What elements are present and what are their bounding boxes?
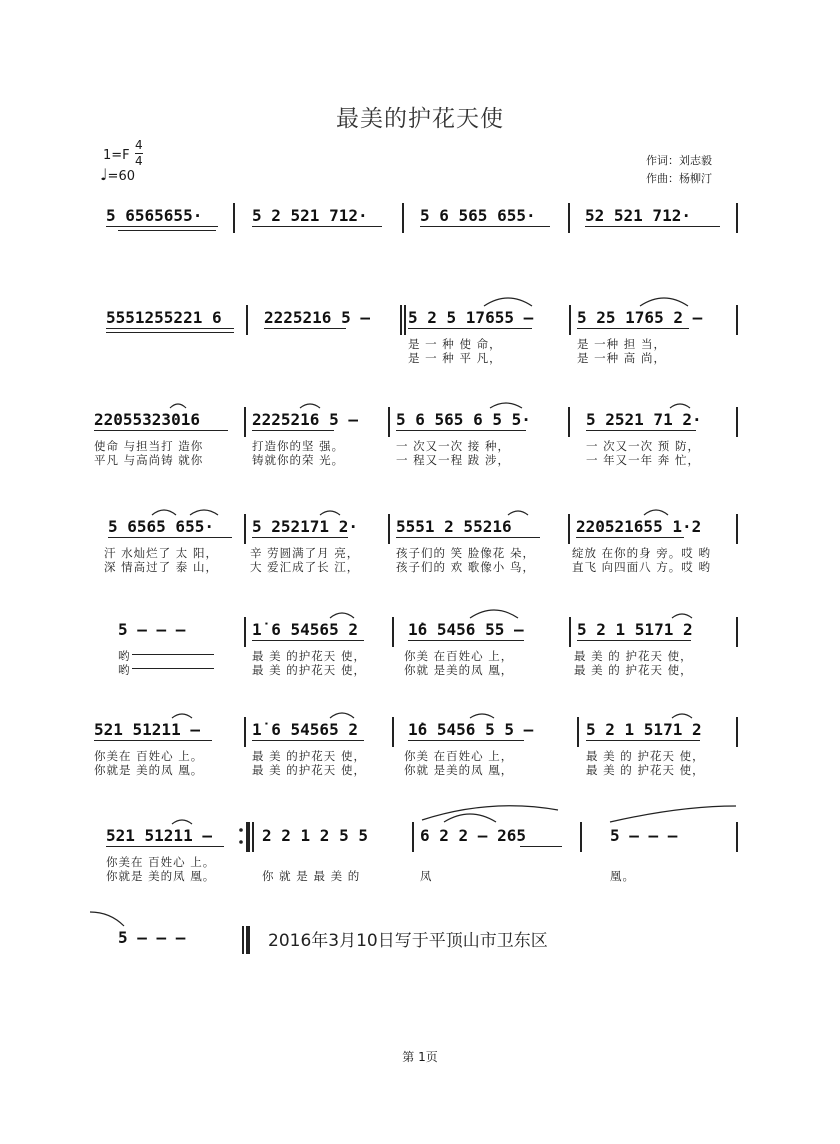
measure: 2225216 5 – xyxy=(264,308,370,327)
slur xyxy=(330,613,354,618)
lyric-line-2: 大 爱汇成了长 江， xyxy=(250,560,360,574)
lyric-line-1: 你美 在百姓心 上， xyxy=(404,649,514,663)
lyric-line-1: 你美 在百姓心 上， xyxy=(404,749,514,763)
lyric-line-2: 平凡 与高尚铸 就你 xyxy=(94,453,204,467)
song-title: 最美的护花天使 xyxy=(336,106,504,132)
measure: 6 2 2 – 265 xyxy=(420,826,526,845)
slur xyxy=(330,713,354,718)
lyric-line-2: 你就 是美的凤 凰， xyxy=(404,663,514,677)
lyric-line-1: 是 一种 担 当， xyxy=(577,337,666,351)
measure: 521 51211 – xyxy=(94,720,200,739)
tie xyxy=(172,820,192,824)
lyric-line-1: 是 一 种 使 命， xyxy=(408,337,502,351)
measure: 1̇6 5456 55 – xyxy=(408,620,524,639)
lyric-line-1: 最 美 的护花天 使， xyxy=(252,749,366,763)
page-number: 第 1页 xyxy=(402,1050,438,1064)
time-signature-bottom: 4 xyxy=(135,154,143,168)
lyric-line-1: 你美在 百姓心 上。 xyxy=(94,749,204,763)
measure: 5 – – – xyxy=(118,620,186,639)
measure: 5 2 1 5171 2 xyxy=(586,720,702,739)
measure: 2225216 5 – xyxy=(252,410,358,429)
tie xyxy=(508,511,528,515)
lyric-line-2: 最 美 的 护花天 使， xyxy=(574,663,693,677)
tie xyxy=(444,814,496,822)
measure: 5551 2 55216 xyxy=(396,517,512,536)
slur xyxy=(644,510,668,515)
measure: 1̇ 6 54565 2 xyxy=(252,620,358,639)
lyric-line-2: 深 情高过了 泰 山， xyxy=(104,560,218,574)
slur xyxy=(640,298,688,306)
lyric-line-2: 凤 xyxy=(420,869,433,883)
slur xyxy=(490,403,522,408)
lyric-line-1: 孩子们的 笑 脸像花 朵， xyxy=(396,546,535,560)
measure: 5 6565655· xyxy=(106,206,203,225)
lyric-line-2: 最 美 的护花天 使， xyxy=(252,763,366,777)
lyric-line-1: 一 次又一次 接 种， xyxy=(396,439,510,453)
lyric-line-2: 一 年又一年 奔 忙， xyxy=(586,453,700,467)
quarter-note-icon: ♩ xyxy=(100,165,108,184)
lyric-line-2: 你 就 是 最 美 的 xyxy=(262,869,361,883)
tie xyxy=(172,714,192,718)
tie xyxy=(320,511,340,515)
tie xyxy=(672,714,692,718)
lyric-line-1: 最 美 的 护花天 使， xyxy=(586,749,705,763)
tie xyxy=(670,404,690,408)
measure: 5 2521 71 2· xyxy=(586,410,702,429)
measure: 1̇ 6 54565 2 xyxy=(252,720,358,739)
measure: 1̇6 5456 5 5 – xyxy=(408,720,534,739)
repeat-dot xyxy=(239,840,243,844)
measure: 5 252171 2· xyxy=(252,517,358,536)
lyric-line-2: 孩子们的 欢 歌像小 鸟， xyxy=(396,560,535,574)
tie xyxy=(672,614,692,618)
tie xyxy=(470,714,494,718)
measure: 5 2 521 712· xyxy=(252,206,368,225)
time-signature-top: 4 xyxy=(135,138,143,152)
tempo-value: =60 xyxy=(107,169,135,184)
lyric-line-2: 一 程又一程 跋 涉， xyxy=(396,453,510,467)
lyric-line-1: 辛 劳圆满了月 亮， xyxy=(250,546,360,560)
lyric-line-2: 最 美 的护花天 使， xyxy=(252,663,366,677)
lyric-line-1: 最 美 的 护花天 使， xyxy=(574,649,693,663)
tie xyxy=(170,404,186,408)
repeat-dot xyxy=(239,828,243,832)
measure: 52 521 712· xyxy=(585,206,691,225)
lyric-line-1: 打造你的坚 强。 xyxy=(252,439,345,453)
lyric-line-2: 直飞 向四面八 方。哎 哟 xyxy=(572,560,711,574)
measure: 5 – – – xyxy=(118,928,186,947)
lyric-line-1: 哟 xyxy=(118,649,131,663)
composition-date-note: 2016年3月10日写于平顶山市卫东区 xyxy=(268,931,548,951)
measure: 5551255221 6 xyxy=(106,308,222,327)
lyric-line-2: 你就是 美的凤 凰。 xyxy=(106,869,216,883)
lyric-line-2: 铸就你的荣 光。 xyxy=(252,453,345,467)
lyric-line-1: 你美在 百姓心 上。 xyxy=(106,855,216,869)
slur xyxy=(152,510,176,515)
lyric-line-1: 绽放 在你的身 旁。哎 哟 xyxy=(572,546,711,560)
lyric-line-2: 凰。 xyxy=(610,869,635,883)
lyric-line-2: 你就是 美的凤 凰。 xyxy=(94,763,204,777)
tie xyxy=(90,912,124,926)
measure: 2 2 1 2 5 5 xyxy=(262,826,368,845)
slur xyxy=(422,806,558,820)
lyric-line-2: 是 一 种 平 凡， xyxy=(408,351,502,365)
slur xyxy=(470,610,518,618)
lyric-line-2: 你就 是美的凤 凰， xyxy=(404,763,514,777)
lyricist-credit: 作词：刘志毅 xyxy=(646,154,712,167)
tie xyxy=(610,806,736,822)
measure: 5 25 1765 2 – xyxy=(577,308,703,327)
measure: 5 6 565 655· xyxy=(420,206,536,225)
lyric-line-1: 最 美 的护花天 使， xyxy=(252,649,366,663)
lyric-line-1: 使命 与担当打 造你 xyxy=(94,439,204,453)
measure: 5 6565 655· xyxy=(108,517,214,536)
measure: 22055323016 xyxy=(94,410,200,429)
tie xyxy=(300,404,320,408)
measure: 5 2 5 17655 – xyxy=(408,308,534,327)
slur xyxy=(484,298,532,306)
measure: 220521655 1·2 xyxy=(576,517,702,536)
measure: 5 – – – xyxy=(610,826,678,845)
measure: 521 51211 – xyxy=(106,826,212,845)
slur xyxy=(190,510,218,515)
composer-credit: 作曲：杨柳汀 xyxy=(646,172,712,185)
measure: 5 2 1 5171 2 xyxy=(577,620,693,639)
lyric-line-2: 是 一种 高 尚， xyxy=(577,351,666,365)
lyric-line-2: 最 美 的 护花天 使， xyxy=(586,763,705,777)
measure: 5 6 565 6 5 5· xyxy=(396,410,531,429)
lyric-line-1: 一 次又一次 预 防， xyxy=(586,439,700,453)
lyric-line-1: 汗 水灿烂了 太 阳， xyxy=(104,546,218,560)
lyric-line-2: 哟 xyxy=(118,663,131,677)
key-signature: 1=F xyxy=(103,148,130,163)
